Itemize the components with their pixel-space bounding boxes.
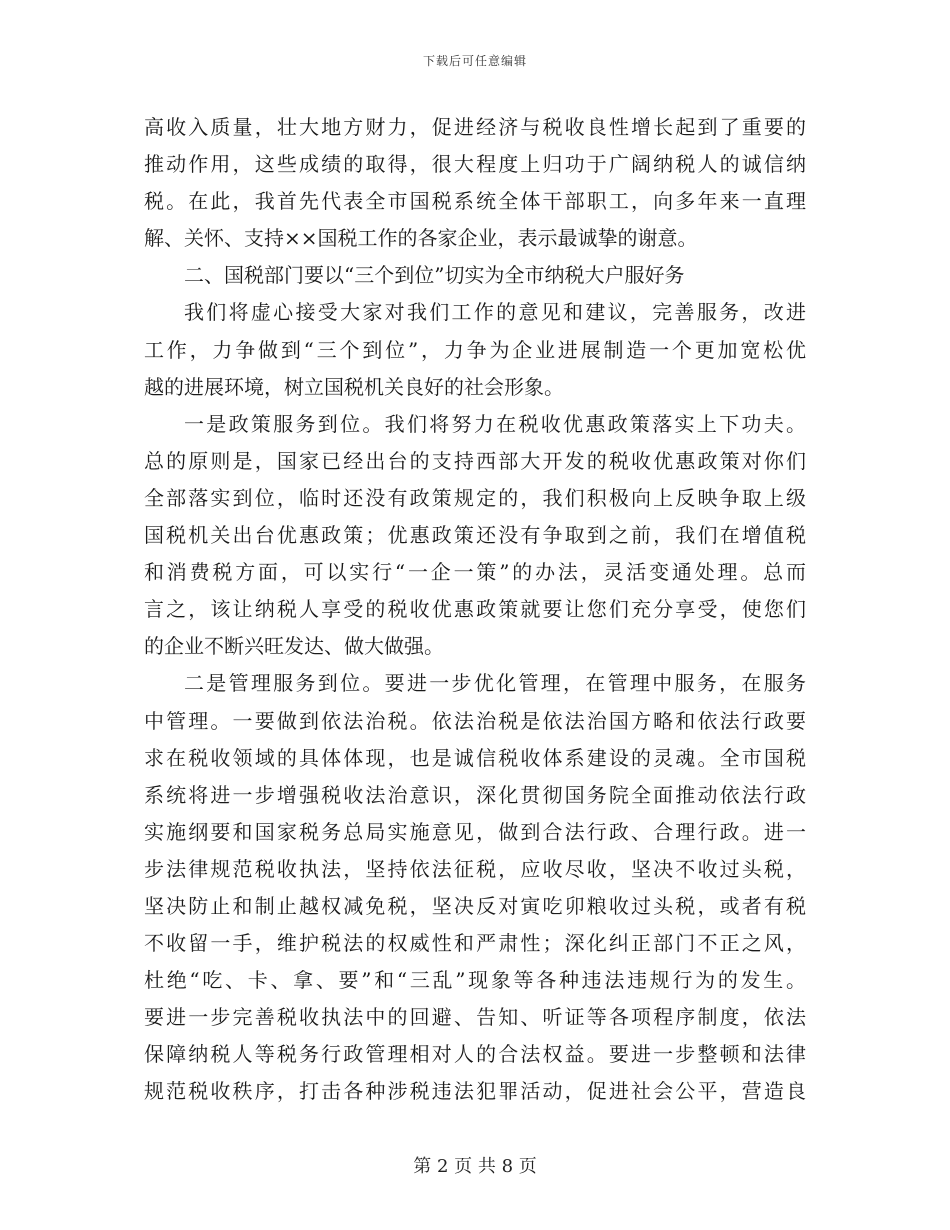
text-line: 总的原则是，国家已经出台的支持西部大开发的税收优惠政策对你们 xyxy=(144,448,806,473)
text-line: 国税机关出台优惠政策；优惠政策还没有争取到之前，我们在增值税 xyxy=(144,523,806,548)
text-line: 推动作用，这些成绩的取得，很大程度上归功于广阔纳税人的诚信纳 xyxy=(144,152,806,177)
text-line: 我们将虚心接受大家对我们工作的意见和建议，完善服务，改进 xyxy=(184,300,806,325)
document-body xyxy=(144,109,806,1111)
text-line: 要进一步完善税收执法中的回避、告知、听证等各项程序制度，依法 xyxy=(144,1005,806,1030)
text-line: 求在税收领域的具体体现，也是诚信税收体系建设的灵魂。全市国税 xyxy=(144,745,806,770)
text-line: 言之，该让纳税人享受的税收优惠政策就要让您们充分享受，使您们 xyxy=(144,597,806,622)
text-line: 和消费税方面，可以实行“一企一策”的办法，灵活变通处理。总而 xyxy=(144,560,806,585)
section-heading: 二、国税部门要以“三个到位”切实为全市纳税大户服好务 xyxy=(184,263,685,288)
text-line: 高收入质量，壮大地方财力，促进经济与税收良性增长起到了重要的 xyxy=(144,115,806,139)
text-line: 不收留一手，维护税法的权威性和严肃性；深化纠正部门不正之风， xyxy=(144,931,806,956)
text-line: 二是管理服务到位。要进一步优化管理，在管理中服务，在服务 xyxy=(184,671,806,696)
text-line: 解、关怀、支持××国税工作的各家企业，表示最诚挚的谢意。 xyxy=(144,226,698,251)
text-line: 规范税收秩序，打击各种涉税违法犯罪活动，促进社会公平，营造良 xyxy=(144,1079,806,1104)
text-line: 工作，力争做到“三个到位”，力争为企业进展制造一个更加宽松优 xyxy=(144,337,806,362)
text-line: 实施纲要和国家税务总局实施意见，做到合法行政、合理行政。进一 xyxy=(144,819,806,844)
text-line: 全部落实到位，临时还没有政策规定的，我们积极向上反映争取上级 xyxy=(144,485,806,510)
text-line: 越的进展环境，树立国税机关良好的社会形象。 xyxy=(144,374,564,399)
text-line: 税。在此，我首先代表全市国税系统全体干部职工，向多年来一直理 xyxy=(144,189,806,214)
text-line: 的企业不断兴旺发达、做大做强。 xyxy=(144,634,444,659)
text-line: 一是政策服务到位。我们将努力在税收优惠政策落实上下功夫。 xyxy=(184,411,806,436)
page-header: 下载后可任意编辑 xyxy=(422,54,527,68)
page-number: 第 2 页 共 8 页 xyxy=(413,1156,537,1177)
text-line: 系统将进一步增强税收法治意识，深化贯彻国务院全面推动依法行政 xyxy=(144,782,806,807)
text-line: 步法律规范税收执法，坚持依法征税，应收尽收，坚决不收过头税， xyxy=(144,856,806,881)
text-line: 保障纳税人等税务行政管理相对人的合法权益。要进一步整顿和法律 xyxy=(144,1042,806,1067)
text-line: 杜绝“吃、卡、拿、要”和“三乱”现象等各种违法违规行为的发生。 xyxy=(144,968,806,993)
text-line: 坚决防止和制止越权减免税，坚决反对寅吃卯粮收过头税，或者有税 xyxy=(144,893,806,918)
text-line: 中管理。一要做到依法治税。依法治税是依法治国方略和依法行政要 xyxy=(144,708,806,733)
